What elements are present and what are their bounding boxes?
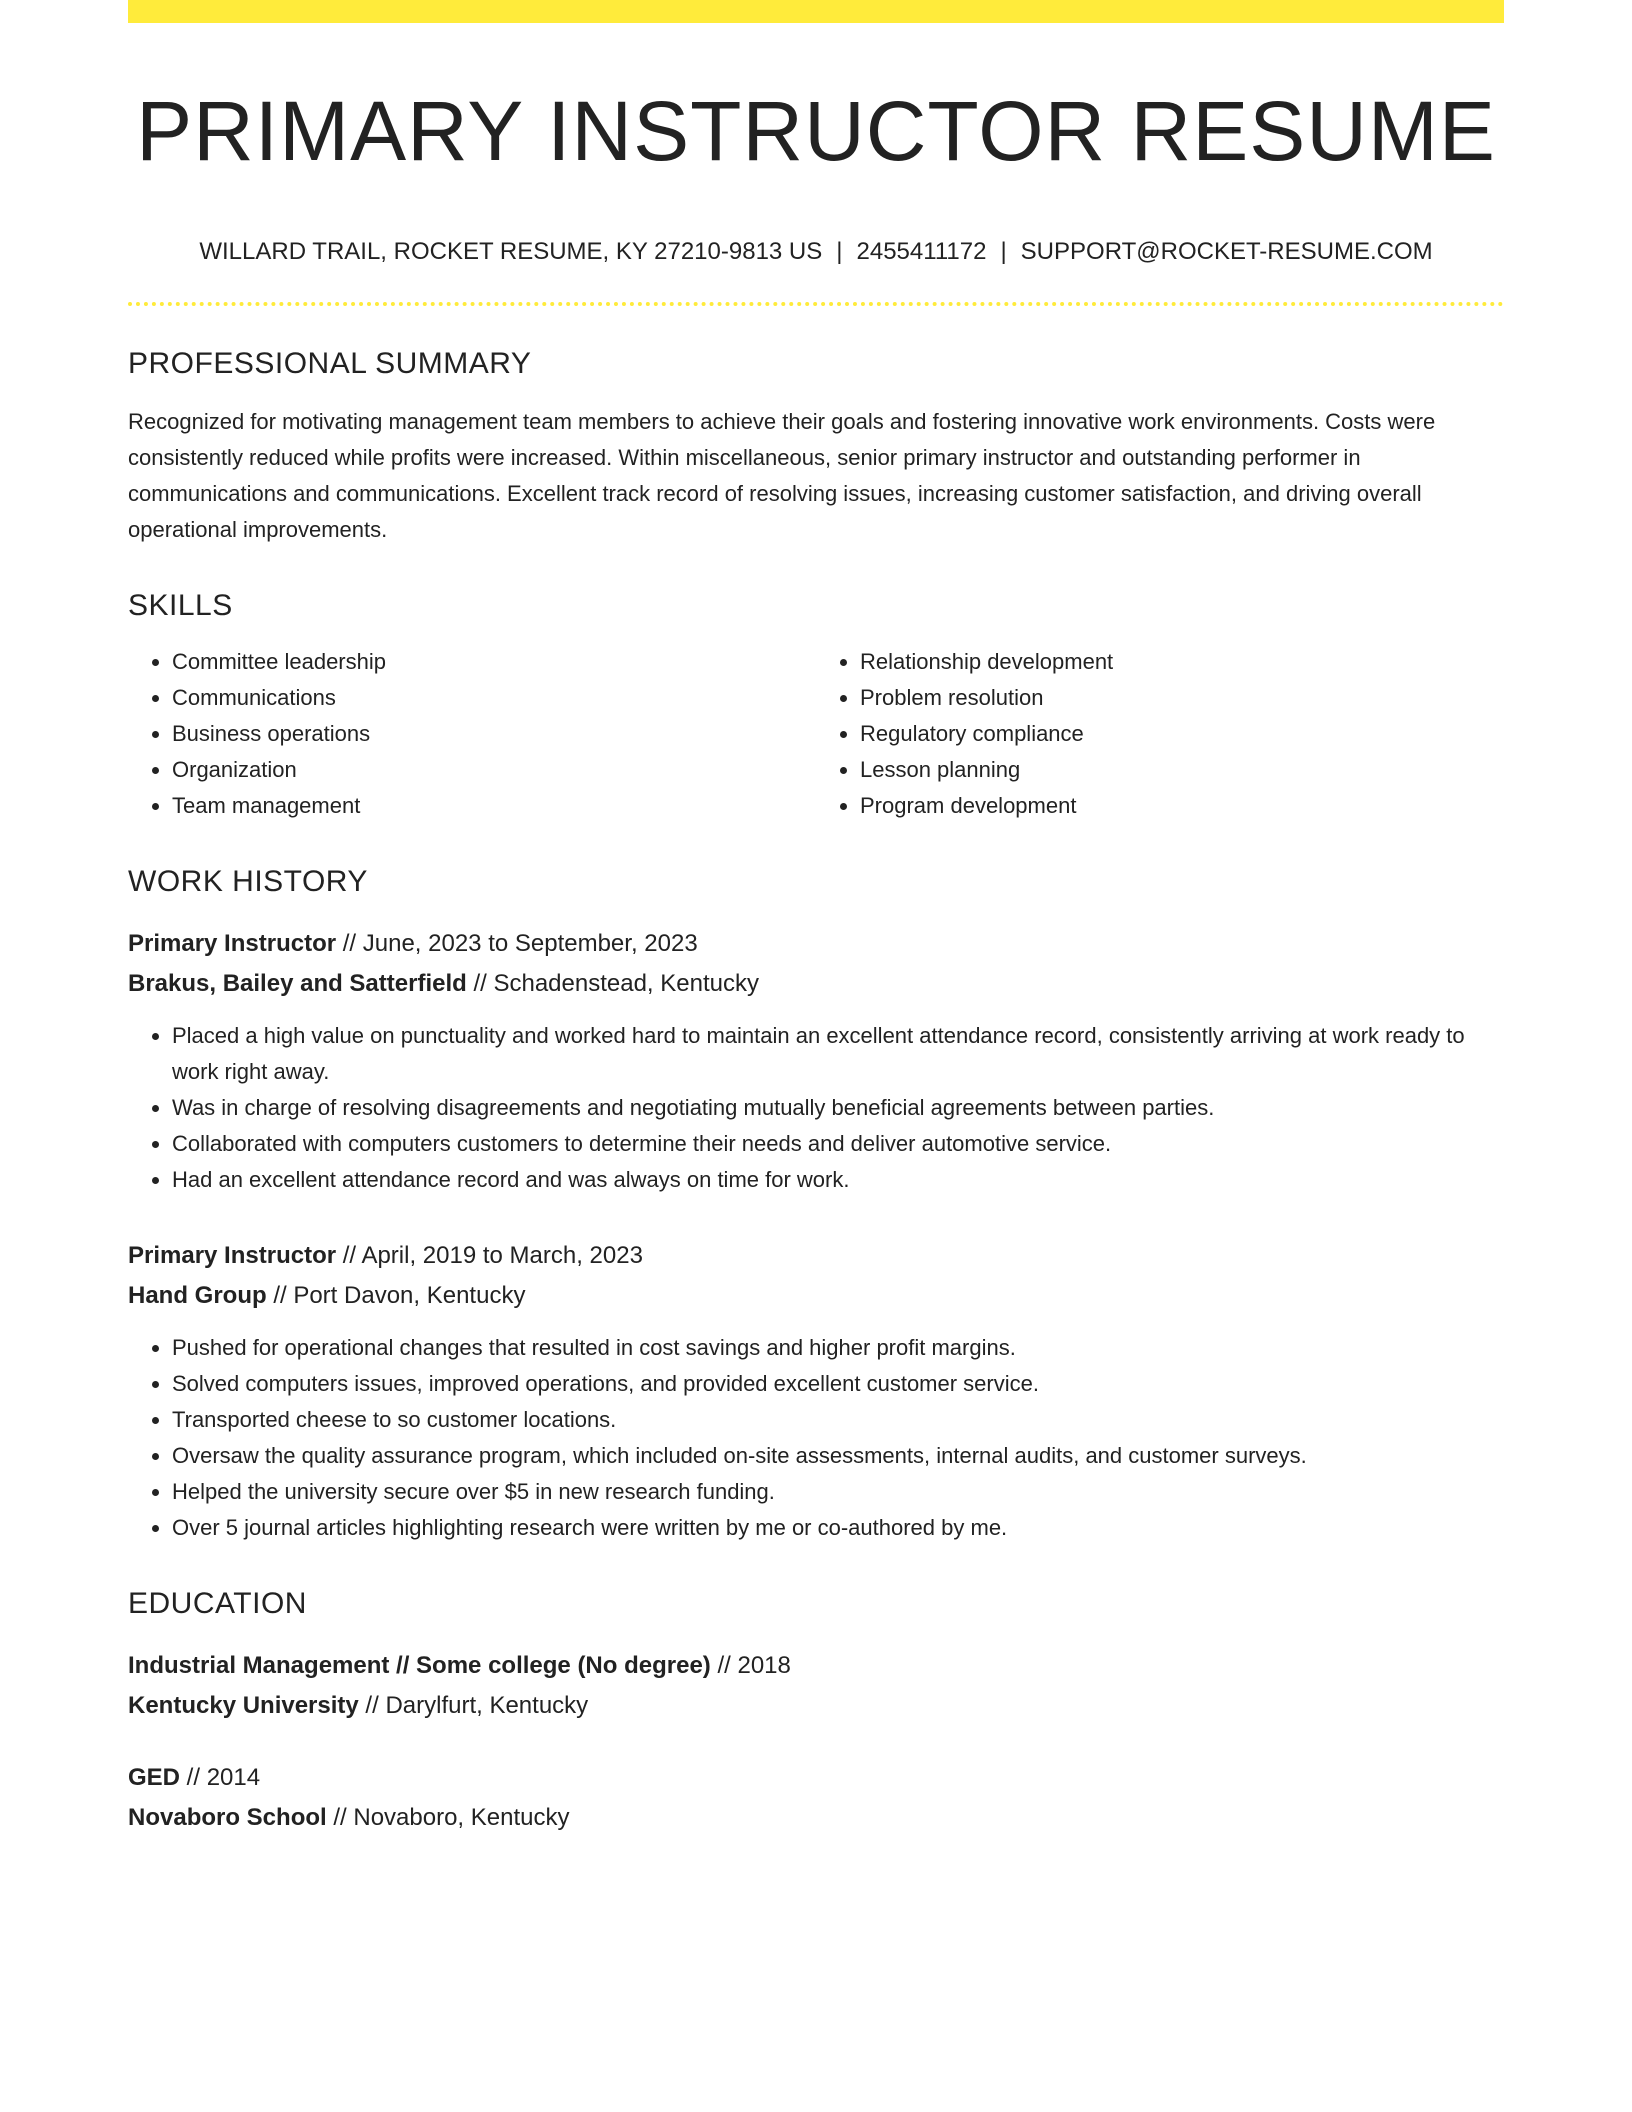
education-entry xyxy=(128,1758,1504,1838)
separator: // xyxy=(336,930,363,958)
skills-list xyxy=(128,644,1504,824)
skill-item: • Business operations xyxy=(172,716,816,752)
education-location: Darylfurt, Kentucky xyxy=(385,1692,589,1720)
job-company-line xyxy=(128,964,1504,1004)
job-bullet: • Transported cheese to so customer locations. xyxy=(172,1402,1504,1438)
job-entry xyxy=(128,924,1504,1198)
separator: // xyxy=(466,970,494,998)
job-bullet: • Pushed for operational changes that resulted in cost savings and higher profit margins. xyxy=(172,1330,1504,1366)
job-title-line xyxy=(128,1236,1504,1276)
job-bullets xyxy=(128,1018,1504,1198)
separator: // xyxy=(180,1764,207,1792)
accent-top-bar xyxy=(128,0,1504,23)
skill-item: • Committee leadership xyxy=(172,644,816,680)
summary-heading: PROFESSIONAL SUMMARY xyxy=(128,347,532,381)
contact-separator: | xyxy=(1000,237,1007,265)
job-bullet: • Over 5 journal articles highlighting research were written by me or co-authored by me. xyxy=(172,1510,1504,1546)
contact-line xyxy=(128,238,1504,267)
separator: // xyxy=(326,1804,354,1832)
skill-item: • Organization xyxy=(172,752,816,788)
contact-address: WILLARD TRAIL, ROCKET RESUME, KY 27210-9813 US xyxy=(199,237,823,265)
skill-item: • Problem resolution xyxy=(860,680,1504,716)
job-company-line xyxy=(128,1276,1504,1316)
job-bullet: • Helped the university secure over $5 in new research funding. xyxy=(172,1474,1504,1510)
education-year: 2014 xyxy=(206,1764,261,1792)
job-company: Hand Group xyxy=(128,1282,267,1310)
job-entry xyxy=(128,1236,1504,1546)
separator: // xyxy=(336,1242,362,1270)
separator: // xyxy=(358,1692,386,1720)
job-company: Brakus, Bailey and Satterfield xyxy=(128,970,467,998)
skills-column-right xyxy=(816,644,1504,824)
skill-item: • Relationship development xyxy=(860,644,1504,680)
contact-separator: | xyxy=(836,237,843,265)
job-title-line xyxy=(128,924,1504,964)
education-heading: EDUCATION xyxy=(128,1587,307,1621)
education-location: Novaboro, Kentucky xyxy=(353,1804,570,1832)
job-bullet: • Had an excellent attendance record and was always on time for work. xyxy=(172,1162,1504,1198)
job-bullet: • Placed a high value on punctuality and worked hard to maintain an excellent attendance record, consistently arriving at work ready to work right away. xyxy=(172,1018,1504,1090)
job-title: Primary Instructor xyxy=(128,930,337,958)
education-degree: GED xyxy=(128,1764,181,1792)
job-location: Port Davon, Kentucky xyxy=(293,1282,526,1310)
education-entry xyxy=(128,1646,1504,1726)
job-title: Primary Instructor xyxy=(128,1242,337,1270)
contact-phone: 2455411172 xyxy=(856,237,987,265)
job-bullet: • Collaborated with computers customers to determine their needs and deliver automotive service. xyxy=(172,1126,1504,1162)
skill-item: • Lesson planning xyxy=(860,752,1504,788)
separator: // xyxy=(710,1652,738,1680)
resume-page xyxy=(128,0,1504,1838)
education-school: Kentucky University xyxy=(128,1692,359,1720)
job-dates: April, 2019 to March, 2023 xyxy=(361,1242,643,1270)
education-school: Novaboro School xyxy=(128,1804,327,1832)
job-bullet: • Was in charge of resolving disagreements and negotiating mutually beneficial agreements between parties. xyxy=(172,1090,1504,1126)
dotted-divider xyxy=(128,302,1504,306)
resume-title: PRIMARY INSTRUCTOR RESUME xyxy=(136,84,1496,178)
education-degree-line xyxy=(128,1646,1504,1686)
education-school-line xyxy=(128,1686,1504,1726)
skill-item: • Communications xyxy=(172,680,816,716)
work-history-heading: WORK HISTORY xyxy=(128,865,368,899)
skill-item: • Team management xyxy=(172,788,816,824)
skills-heading: SKILLS xyxy=(128,589,233,623)
job-location: Schadenstead, Kentucky xyxy=(493,970,759,998)
separator: // xyxy=(266,1282,294,1310)
job-dates: June, 2023 to September, 2023 xyxy=(362,930,698,958)
skill-item: • Program development xyxy=(860,788,1504,824)
education-degree: Industrial Management // Some college (No degree) xyxy=(128,1652,711,1680)
education-year: 2018 xyxy=(737,1652,791,1680)
contact-email: SUPPORT@ROCKET-RESUME.COM xyxy=(1020,237,1433,265)
job-bullet: • Solved computers issues, improved operations, and provided excellent customer service. xyxy=(172,1366,1504,1402)
job-bullet: • Oversaw the quality assurance program, which included on-site assessments, internal audits, and customer surveys. xyxy=(172,1438,1504,1474)
skill-item: • Regulatory compliance xyxy=(860,716,1504,752)
education-degree-line xyxy=(128,1758,1504,1798)
summary-text: Recognized for motivating management team members to achieve their goals and fostering innovative work environments. Costs were consistently reduced while profits were increased. Within miscellaneous, senior primary instructor and outstanding performer in communications and communications. Excellent track record of resolving issues, increasing customer satisfaction, and driving overall operational improvements. xyxy=(128,409,1436,543)
job-bullets xyxy=(128,1330,1504,1546)
education-school-line xyxy=(128,1798,1504,1838)
skills-column-left xyxy=(128,644,816,824)
